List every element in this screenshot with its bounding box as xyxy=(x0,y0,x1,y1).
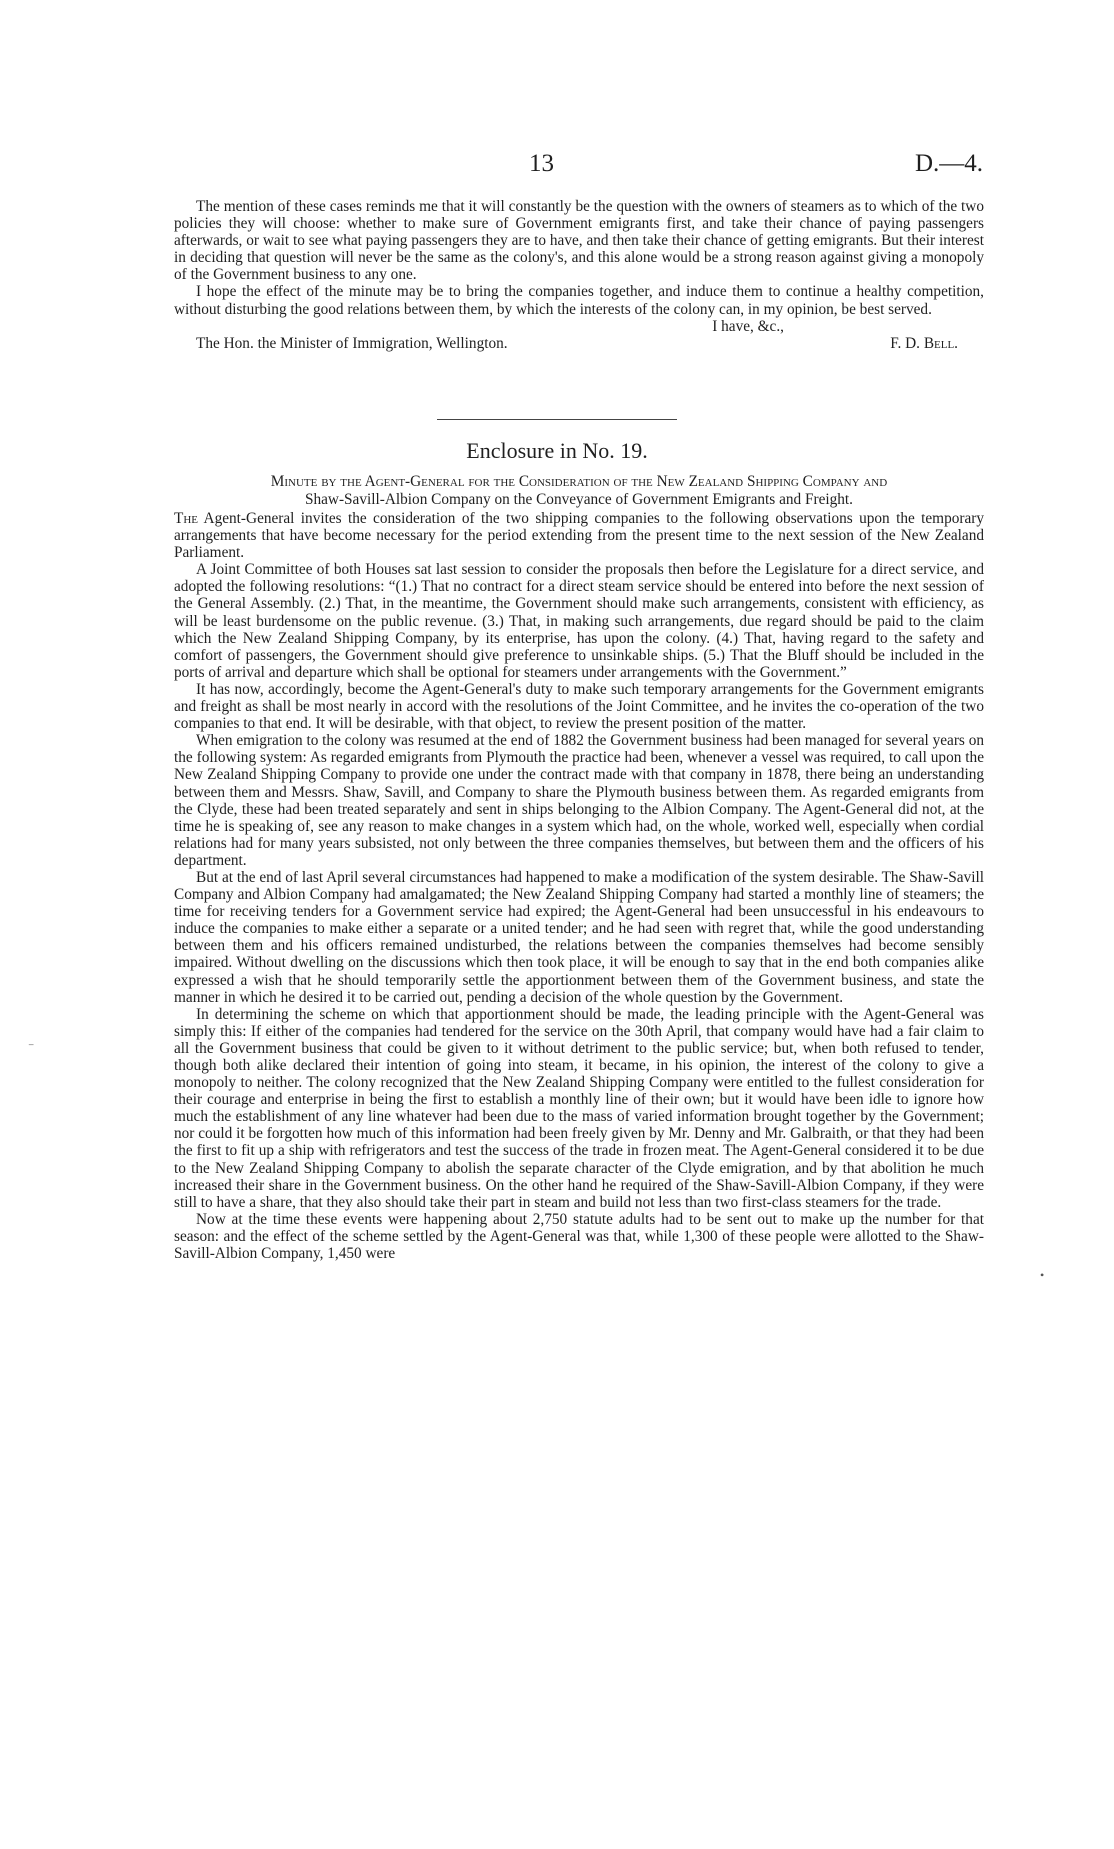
minute-title xyxy=(174,473,984,508)
page-number: 13 xyxy=(529,150,554,177)
letter-closing: I have, &c., xyxy=(712,317,784,335)
letter-paragraph-2-text: I hope the effect of the minute may be to bring the companies together, and induce them to continue a healthy competition, without disturbing the good relations between them, by which the interests of the colony can, in my opinion, be best served. xyxy=(174,283,984,318)
margin-mark: ⁻ xyxy=(28,1040,35,1054)
enclosure-heading: Enclosure in No. 19. xyxy=(466,438,648,463)
minute-paragraph-3: It has now, accordingly, become the Agent-General's duty to make such temporary arrangements for the Government emigrants and freight as shall be most nearly in accord with the resolutions of the Joint Committee, and he invites the co-operation of the two companies to that end. It will be desirable, with that object, to review the present position of the matter. xyxy=(174,680,984,733)
letter-body xyxy=(174,198,984,352)
minute-lead-word: The xyxy=(174,510,199,527)
letter-addressee: The Hon. the Minister of Immigration, Wellington. xyxy=(196,334,508,352)
minute-title-line-1: Minute by the Agent-General for the Consideration of the New Zealand Shipping Company and xyxy=(270,473,888,490)
minute-paragraph-4: When emigration to the colony was resumed at the end of 1882 the Government business had been managed for several years on the following system: As regarded emigrants from Plymouth the practice had been, whenever a vessel was required, to call upon the New Zealand Shipping Company to provide one under the contract made with that company in 1878, there being an understanding between them and Messrs. Shaw, Savill, and Company to share the Plymouth business between them. As regarded emigrants from the Clyde, these had been treated separately and sent in ships belonging to the Albion Company. The Agent-General did not, at the time he is speaking of, see any reason to make changes in a system which had, on the whole, worked well, especially when cordial relations had for many years subsisted, not only between the three companies themselves, but between them and the officers of his department. xyxy=(174,732,984,869)
minute-paragraph-1-text: Agent-General invites the consideration of the two shipping companies to the following observations upon the temporary arrangements that have become necessary for the period extending from the present time to the next session of the New Zealand Parliament. xyxy=(174,510,984,562)
margin-dot: • xyxy=(1040,1268,1045,1282)
minute-paragraph-7: Now at the time these events were happening about 2,750 statute adults had to be sent out to make up the number for that season: and the effect of the scheme settled by the Agent-General was that, while 1,300 of these people were allotted to the Shaw-Savill-Albion Company, 1,450 were xyxy=(174,1210,984,1263)
letter-paragraph-2 xyxy=(174,283,984,317)
minute-body xyxy=(174,510,984,1262)
section-divider xyxy=(437,419,677,420)
minute-paragraph-5: But at the end of last April several circumstances had happened to make a modification of the system desirable. The Shaw-Savill Company and Albion Company had amalgamated; the New Zealand Shipping Company had started a monthly line of steamers; the time for receiving tenders for a Government service had expired; the Agent-General had been unsuccessful in his endeavours to induce the companies to make either a separate or a united tender; and he had seen with regret that, while the good understanding between them and his officers remained undisturbed, the relations between the companies themselves had become sensibly impaired. Without dwelling on the discussions which then took place, it will be enough to say that in the end both companies alike expressed a wish that he should temporarily settle the apportionment between them of the Government business, and state the manner in which he desired it to be carried out, pending a decision of the whole question by the Government. xyxy=(174,868,984,1006)
minute-title-line-2: Shaw-Savill-Albion Company on the Conveyance of Government Emigrants and Freight. xyxy=(304,490,854,508)
document-reference: D.—4. xyxy=(914,150,983,177)
minute-paragraph-6: In determining the scheme on which that apportionment should be made, the leading principle with the Agent-General was simply this: If either of the companies had tendered for the service on the 30th April, that company would have had a fair claim to all the Government business that could be given to it without detriment to the public service; but, when both refused to tender, though both alike declared their intention of going into steam, it became, in his opinion, the interest of the colony to give a monopoly to neither. The colony recognized that the New Zealand Shipping Company were entitled to the fullest consideration for their courage and enterprise in being the first to establish a monthly line of their own; but it would have been idle to ignore how much the establishment of any line whatever had been due to the mass of varied information brought together by the Government; nor could it be forgotten how much of this information had been freely given by Mr. Denny and Mr. Galbraith, or that they had been the first to fit up a ship with refrigerators and test the success of the trade in frozen meat. The Agent-General considered it to be due to the New Zealand Shipping Company to abolish the separate character of the Clyde emigration, and by that abolition he much increased their share in the Government business. On the other hand he required of the Shaw-Savill-Albion Company, if they were still to have a share, that they also should take their part in steam and build not less than two first-class steamers for the trade. xyxy=(174,1005,984,1211)
letter-closing-row xyxy=(174,318,984,335)
letter-signature: F. D. Bell. xyxy=(890,334,958,352)
minute-paragraph-2: A Joint Committee of both Houses sat last session to consider the proposals then before the Legislature for a direct service, and adopted the following resolutions: “(1.) That no contract for a direct steam service should be entered into before the next session of the General Assembly. (2.) That, in the meantime, the Government should make such arrangements, consistent with efficiency, as will be least burdensome on the public revenue. (3.) That, in making such arrangements, due regard should be paid to the claim which the New Zealand Shipping Company, by its enterprise, has upon the colony. (4.) That, having regard to the safety and comfort of passengers, the Government should give preference to unsinkable ships. (5.) That the Bluff should be included in the ports of arrival and departure which shall be optional for steamers under arrangements with the Government.” xyxy=(174,561,984,681)
minute-paragraph-1 xyxy=(174,510,984,561)
letter-signature-row xyxy=(174,335,984,352)
letter-paragraph-1: The mention of these cases reminds me that it will constantly be the question with the owners of steamers as to which of the two policies they will choose: whether to make sure of Government emigrants first, and take their chance of paying passengers afterwards, or wait to see what paying passengers they are to have, and then take their chance of getting emigrants. But their interest in deciding that question will never be the same as the colony's, and this alone would be a strong reason against giving a monopoly of the Government business to any one. xyxy=(174,198,984,284)
